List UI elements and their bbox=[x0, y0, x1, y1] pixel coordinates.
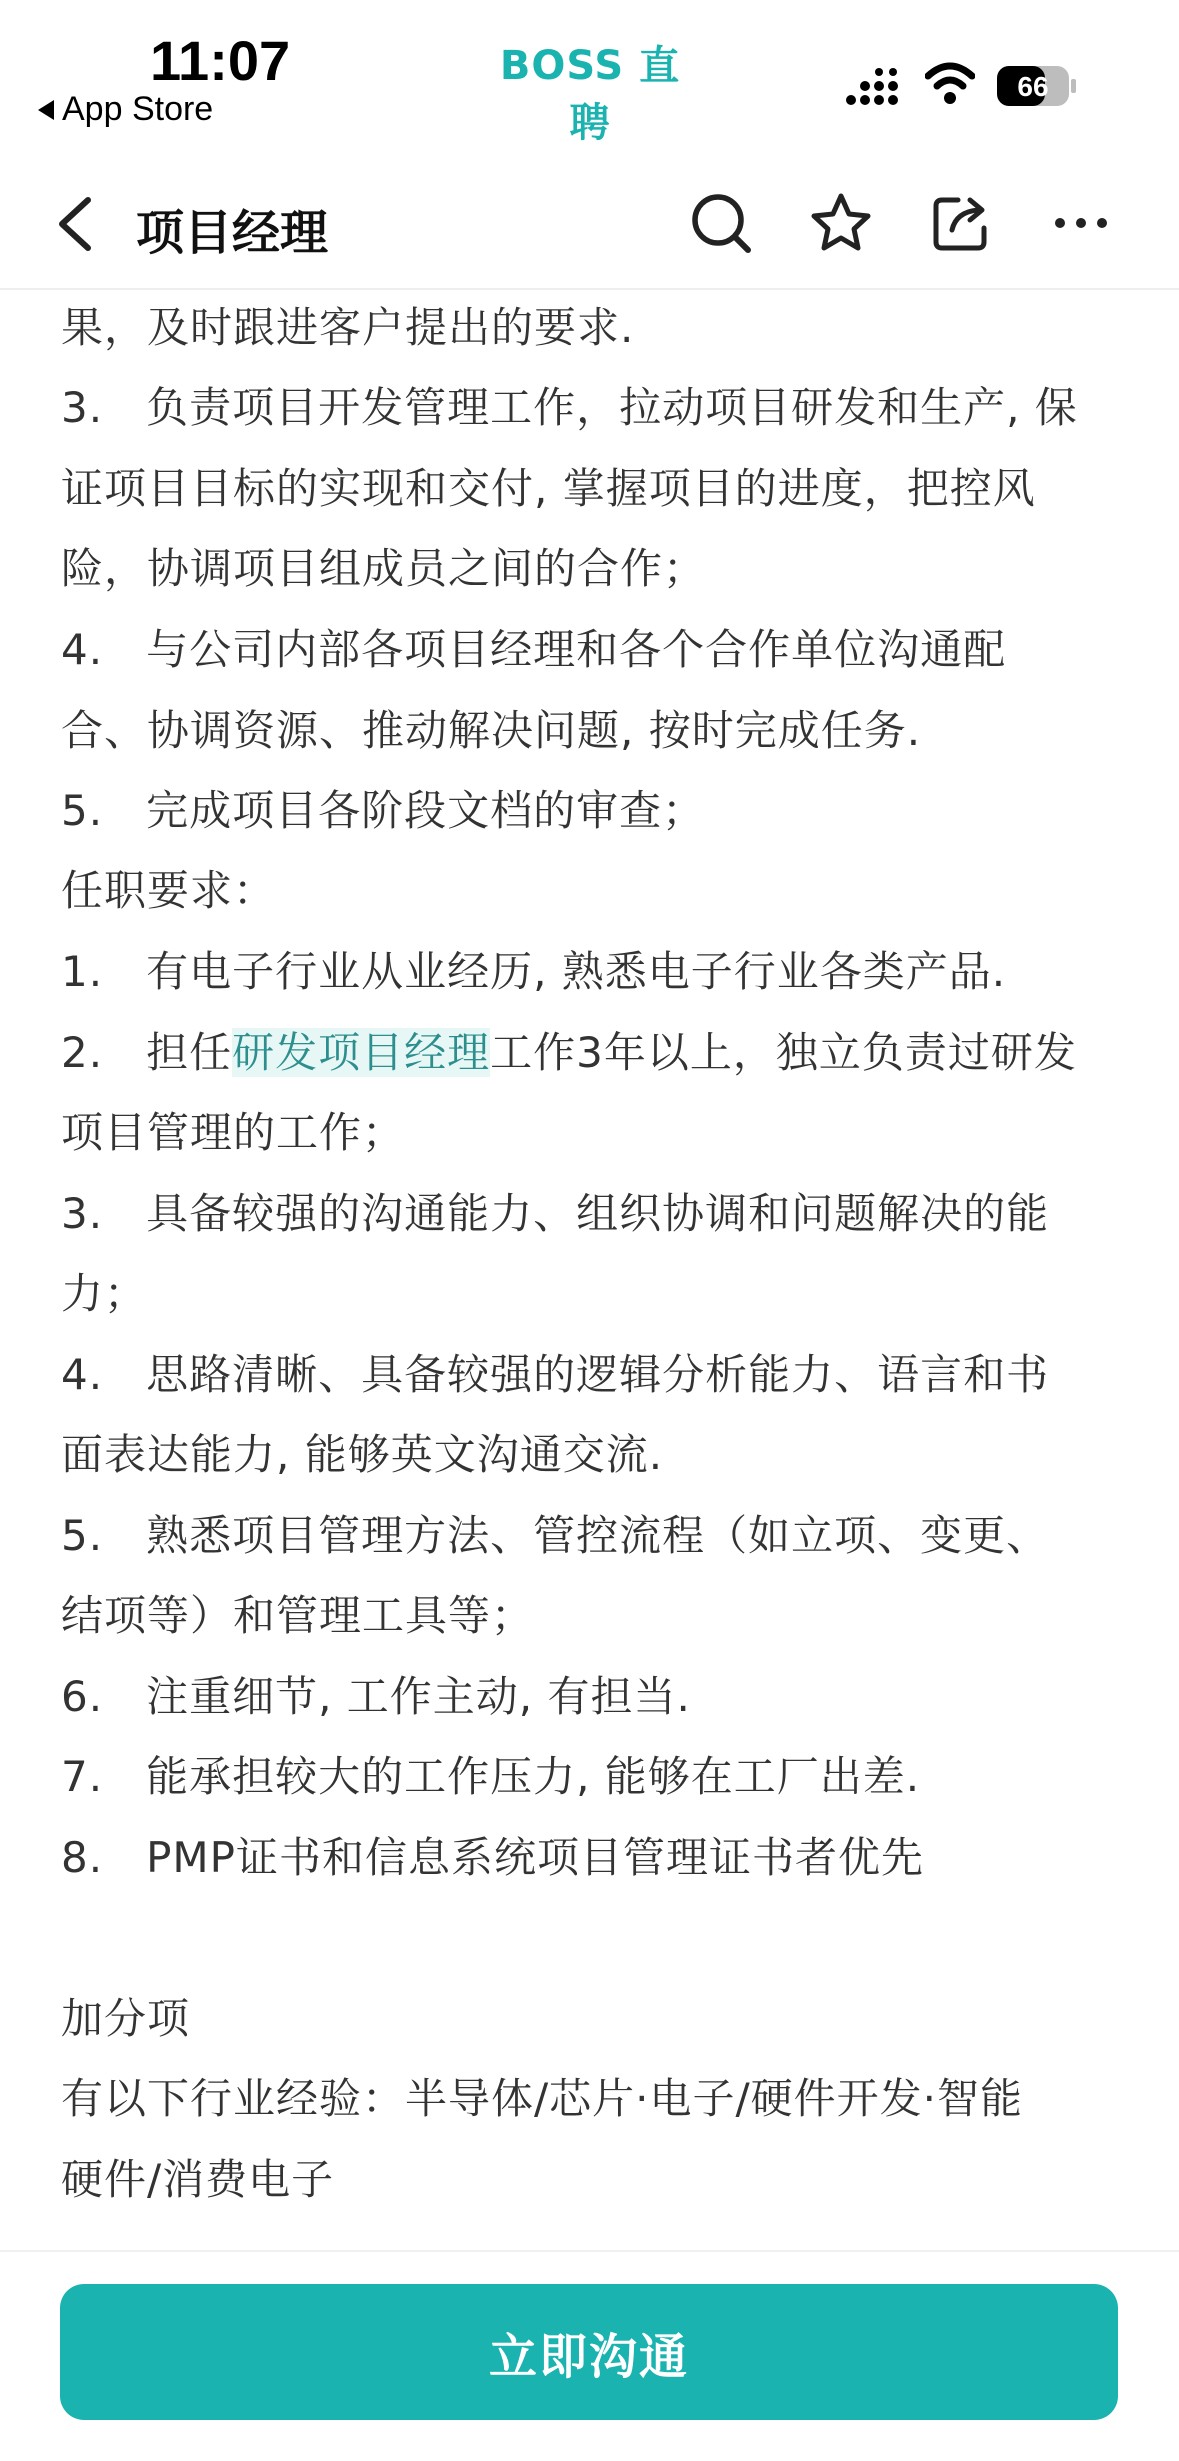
back-app-label: App Store bbox=[62, 90, 214, 128]
cellular-signal-icon bbox=[845, 68, 901, 108]
bottom-action-bar bbox=[0, 2250, 1179, 2461]
page-title: 项目经理 bbox=[136, 205, 329, 261]
desc-line: 合、协调资源、推动解决问题, 按时完成任务. bbox=[61, 706, 922, 755]
desc-line: 6. 注重细节, 工作主动, 有担当. bbox=[61, 1672, 691, 1721]
more-icon[interactable] bbox=[1048, 190, 1114, 256]
status-time: 11:07 bbox=[150, 29, 291, 92]
wifi-icon bbox=[925, 62, 975, 106]
desc-line: 力； bbox=[61, 1269, 148, 1318]
job-description[interactable] bbox=[0, 290, 1179, 2250]
desc-line: 结项等）和管理工具等； bbox=[61, 1591, 535, 1640]
battery-level: 66 bbox=[1017, 71, 1049, 102]
desc-line: 证项目目标的实现和交付, 掌握项目的进度，把控风 bbox=[61, 464, 1036, 513]
section-heading: 加分项 bbox=[61, 1994, 191, 2043]
search-icon[interactable] bbox=[688, 190, 754, 256]
highlighted-keyword[interactable]: 研发项目经理 bbox=[232, 1028, 491, 1077]
desc-line: 1. 有电子行业从业经历, 熟悉电子行业各类产品. bbox=[61, 947, 1007, 996]
back-icon[interactable] bbox=[50, 194, 102, 254]
back-to-app-store[interactable] bbox=[38, 90, 213, 129]
battery-icon bbox=[996, 64, 1078, 108]
chat-now-button[interactable]: 立即沟通 bbox=[60, 2284, 1118, 2420]
desc-line: 面表达能力, 能够英文沟通交流. bbox=[61, 1430, 664, 1479]
desc-line: 7. 能承担较大的工作压力, 能够在工厂出差. bbox=[61, 1752, 921, 1801]
desc-line-suffix: 工作3年以上，独立负责过研发 bbox=[490, 1028, 1077, 1077]
desc-line: 4. 思路清晰、具备较强的逻辑分析能力、语言和书 bbox=[61, 1350, 1050, 1399]
nav-bar bbox=[0, 150, 1179, 290]
star-icon[interactable] bbox=[808, 190, 874, 256]
desc-line: 4. 与公司内部各项目经理和各个合作单位沟通配 bbox=[61, 625, 1007, 674]
desc-line: 5. 完成项目各阶段文档的审查； bbox=[61, 786, 706, 835]
desc-line: 硬件/消费电子 bbox=[61, 2155, 335, 2204]
desc-line: 有以下行业经验：半导体/芯片·电子/硬件开发·智能 bbox=[61, 2074, 1024, 2123]
share-icon[interactable] bbox=[928, 190, 994, 256]
desc-line: 3. 具备较强的沟通能力、组织协调和问题解决的能 bbox=[61, 1189, 1050, 1238]
desc-line: 险，协调项目组成员之间的合作； bbox=[61, 544, 707, 593]
desc-line-prefix: 2. 担任 bbox=[61, 1028, 233, 1077]
desc-line bbox=[61, 1020, 1077, 1080]
desc-line: 5. 熟悉项目管理方法、管控流程（如立项、变更、 bbox=[61, 1511, 1050, 1560]
section-heading: 任职要求： bbox=[61, 866, 277, 915]
status-bar bbox=[0, 0, 1179, 150]
back-triangle-icon bbox=[38, 100, 54, 120]
desc-line: 项目管理的工作； bbox=[61, 1108, 406, 1157]
desc-line: 8. PMP证书和信息系统项目管理证书者优先 bbox=[61, 1833, 924, 1882]
brand-logo: BOSS 直聘 bbox=[499, 43, 681, 146]
desc-line: 3. 负责项目开发管理工作，拉动项目研发和生产, 保 bbox=[61, 383, 1078, 432]
desc-line: 果，及时跟进客户提出的要求. bbox=[61, 303, 635, 352]
